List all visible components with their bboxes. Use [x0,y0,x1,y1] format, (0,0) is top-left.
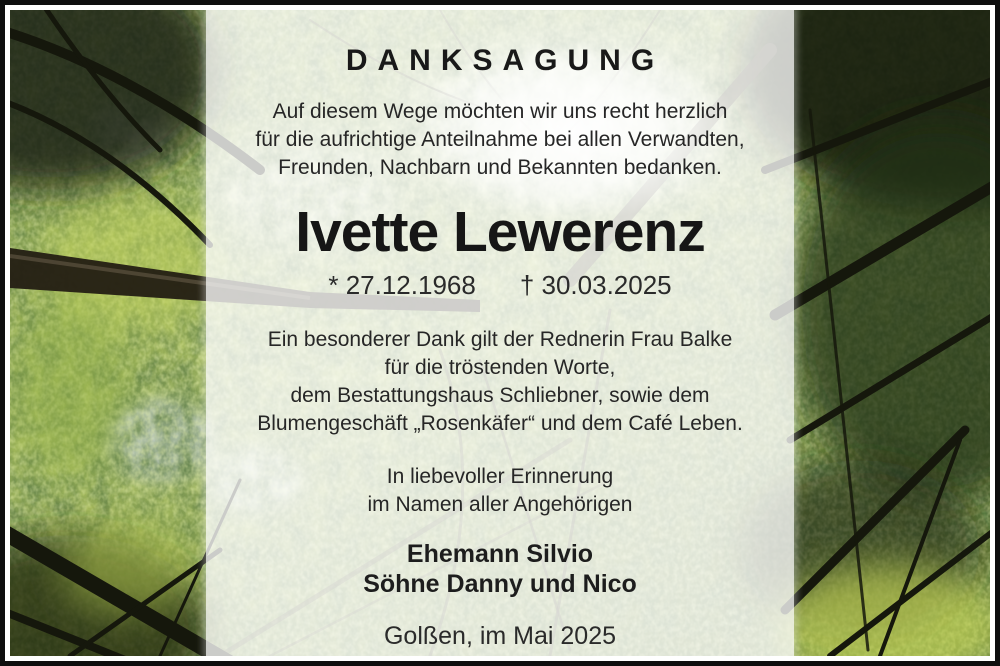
death-date: † 30.03.2025 [519,270,672,300]
thanks-paragraph [257,326,743,438]
intro-paragraph [255,98,744,182]
forest-photo [10,10,990,656]
place-date: Golßen, im Mai 2025 [383,622,617,650]
intro-line: Freunden, Nachbarn und Bekannten bedanken. [278,156,722,179]
notice-content [206,10,794,656]
family-line: Ehemann Silvio [406,540,594,568]
memory-line: im Namen aller Angehörigen [367,493,633,516]
intro-line: für die aufrichtige Anteilnahme bei allen Verwandten, [255,128,745,151]
birth-date: * 27.12.1968 [328,270,476,300]
text-overlay-panel [206,10,794,656]
intro-line: Auf diesem Wege möchten wir uns recht herzlich [272,100,728,123]
white-mat [5,5,995,661]
memory-line: In liebevoller Erinnerung [386,465,614,488]
thanks-line: dem Bestattungshaus Schliebner, sowie dem [290,384,710,407]
thanks-line: für die tröstenden Worte, [384,356,616,379]
life-dates [328,270,671,301]
deceased-name: Ivette Lewerenz [295,200,705,264]
notice-title: DANKSAGUNG [345,44,665,77]
family-signature [363,539,637,599]
memory-paragraph [368,463,633,519]
family-line: Söhne Danny und Nico [363,570,637,598]
thanks-line: Ein besonderer Dank gilt der Rednerin Frau Balke [267,328,733,351]
thanks-line: Blumengeschäft „Rosenkäfer“ und dem Café Leben. [257,412,743,435]
